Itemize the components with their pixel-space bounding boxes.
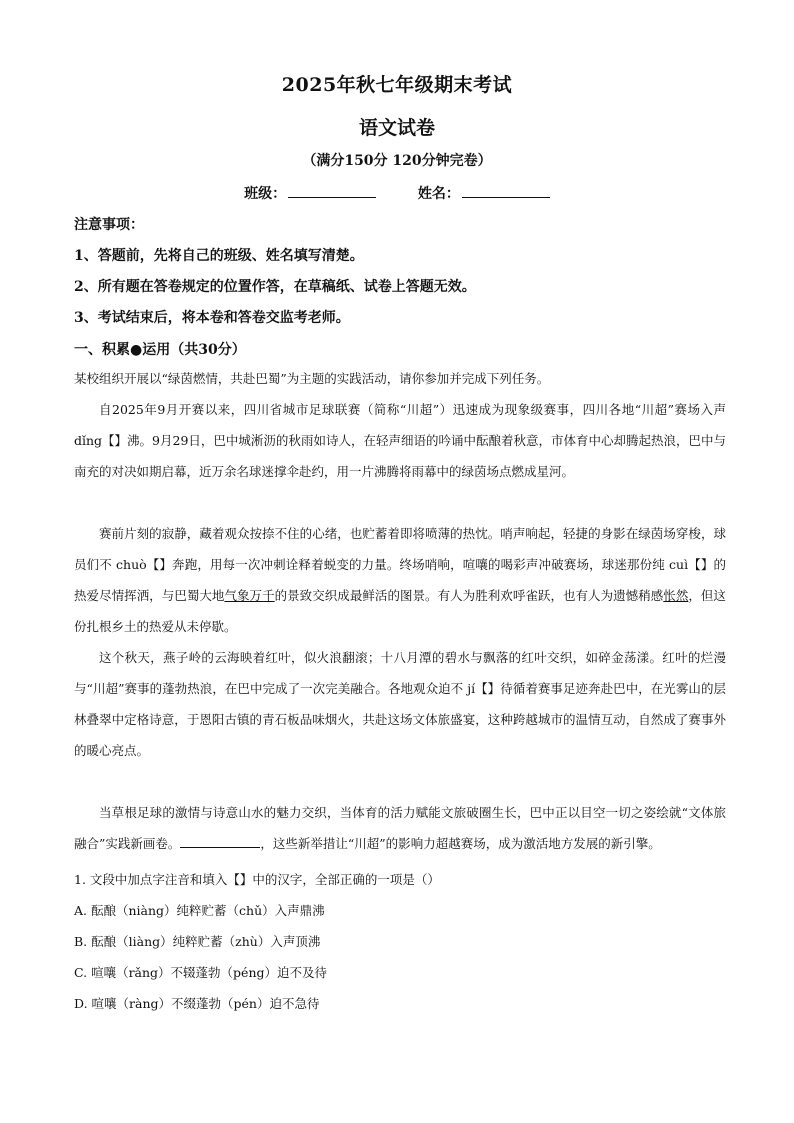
passage-paragraph-1: 自2025年9月开赛以来，四川省城市足球联赛（简称“川超”）迅速成为现象级赛事，四川各地“川超”赛场入声 dǐng【】沸。9月29日，巴中城淅沥的秋雨如诗人，在轻声细语的吟诵中酝酿着秋意，市体育中心却腾起热浪，巴中与南充的对决如期启幕，近万余名球迷撑伞赴约，用一片沸腾将雨幕中的绿茵场点燃成星河。 xyxy=(74,402,726,479)
passage-paragraph-2 xyxy=(74,518,726,642)
section-heading: 一、积累●运用（共30分） xyxy=(74,342,246,358)
section-intro: 某校组织开展以“绿茵燃情，共赴巴蜀”为主题的实践活动，请你参加并完成下列任务。 xyxy=(74,371,550,386)
paragraph-text: ，这些新举措让“川超”的影响力超越赛场，成为激活地方发展的新引擎。 xyxy=(260,836,661,851)
underlined-phrase: 怅然 xyxy=(663,588,689,603)
exam-title: 2025年秋七年级期末考试 xyxy=(281,74,513,96)
paragraph-text: ，但这份扎根乡土的热爱从未停歇。 xyxy=(74,588,726,634)
option-d[interactable]: D. 喧嚷（ràng）不缀蓬勃（pén）迫不急待 xyxy=(74,996,320,1011)
class-blank xyxy=(288,184,376,198)
name-blank xyxy=(462,184,550,198)
notes-heading: 注意事项： xyxy=(74,217,144,233)
note-item: 3、考试结束后，将本卷和答卷交监考老师。 xyxy=(74,310,350,326)
question-1-stem: 1. 文段中加点字注音和填入【】中的汉字，全部正确的一项是（） xyxy=(74,872,440,887)
note-item: 1、答题前，先将自己的班级、姓名填写清楚。 xyxy=(74,248,364,264)
note-item: 2、所有题在答卷规定的位置作答，在草稿纸、试卷上答题无效。 xyxy=(74,279,476,295)
class-label: 班级： xyxy=(244,186,287,202)
underlined-phrase: 气象万千 xyxy=(224,588,275,603)
option-c[interactable]: C. 喧嚷（rǎng）不辍蓬勃（péng）迫不及待 xyxy=(74,965,327,980)
answer-blank[interactable] xyxy=(180,835,260,848)
passage-paragraph-4 xyxy=(74,797,726,859)
student-info-row xyxy=(0,183,794,203)
option-b[interactable]: B. 酝酿（liàng）纯粹贮蓄（zhù）入声顶沸 xyxy=(74,934,321,949)
option-a[interactable]: A. 酝酿（niàng）纯粹贮蓄（chǔ）入声鼎沸 xyxy=(74,903,325,918)
paragraph-text: 的景致交织成最鲜活的图景。有人为胜利欢呼雀跃，也有人为遗憾稍感 xyxy=(274,588,664,603)
exam-subject: 语文试卷 xyxy=(358,117,435,139)
paragraph-text: 当草根足球的激情与诗意山水的魅力交织，当体育的活力赋能文旅破圈生长，巴中正以目空一切之姿绘就“文体旅融合”实践新画卷。 xyxy=(74,805,726,851)
passage-paragraph-3: 这个秋天，燕子岭的云海映着红叶，似火浪翻滚；十八月潭的碧水与飘落的红叶交织，如碎金荡漾。红叶的烂漫与“川超”赛事的蓬勃热浪，在巴中完成了一次完美融合。各地观众迫不 jí【】待循着赛事足迹奔赴巴中，在光雾山的层林叠翠中定格诗意，于恩阳古镇的青石板品味烟火，共赴这场文体旅盛宴，这种跨越城市的温情互动，自然成了赛事外的暖心亮点。 xyxy=(74,650,726,758)
exam-info: （满分150分 120分钟完卷） xyxy=(302,153,492,169)
name-label: 姓名： xyxy=(417,186,460,202)
paragraph-text: 赛前片刻的寂静，藏着观众按捺不住的心绪，也贮蓄着即将喷薄的热忱。哨声响起，轻捷的身影在绿茵场穿梭，球员们不 chuò【】奔跑，用每一次冲刺诠释着蜕变的力量。终场哨响，喧嚷的喝彩声冲破赛场，球迷那份纯 cuì【】的热爱尽情挥洒，与巴蜀大地 xyxy=(74,526,726,603)
